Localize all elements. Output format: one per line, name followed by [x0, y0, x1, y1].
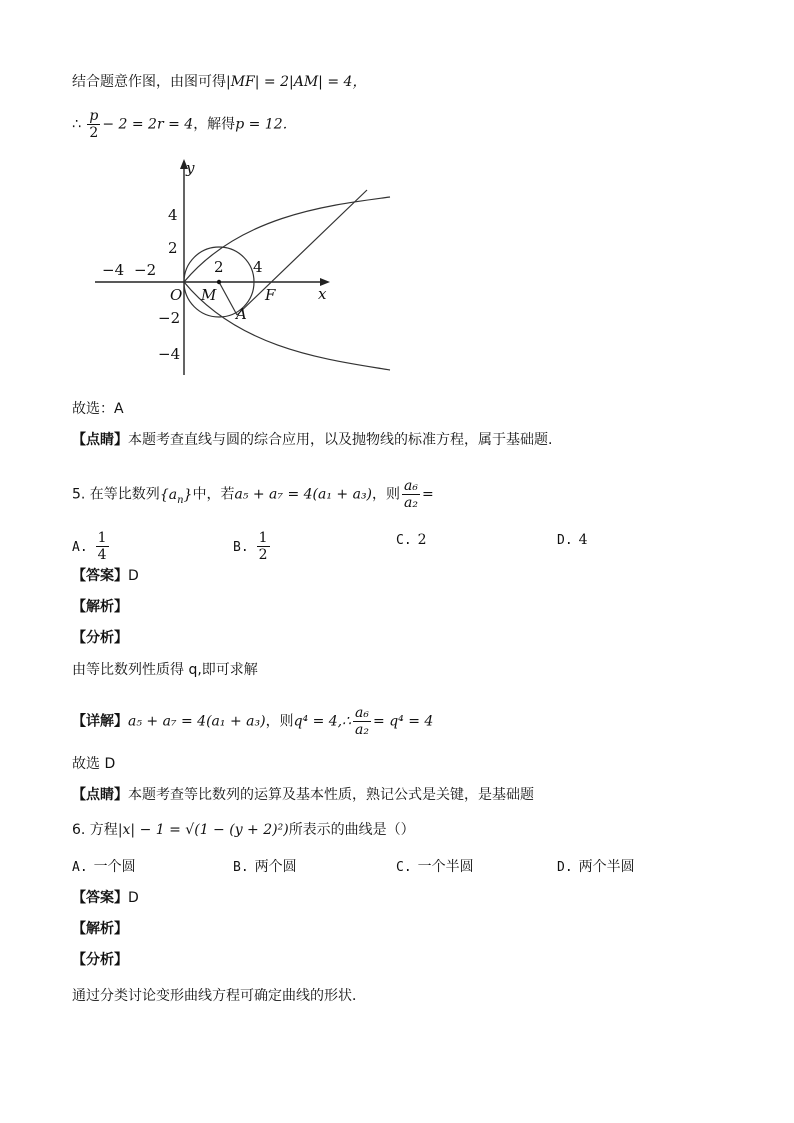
tick-y-neg4: −4	[158, 345, 181, 363]
intro-math-2: − 2 = 2r = 4	[102, 116, 194, 133]
q6-option-a[interactable]: A. 一个圆	[72, 859, 136, 875]
q5-fenxi-text: 由等比数列性质得 q,即可求解	[72, 662, 258, 678]
q5-then: ，则	[372, 486, 401, 503]
q5-choose-line: 故选 D	[72, 756, 116, 772]
q5-analysis-tag: 【解析】	[72, 599, 128, 615]
label-x: x	[318, 285, 327, 303]
parabola-circle-graph	[90, 155, 400, 380]
frac-den: 2	[89, 125, 99, 141]
q5-prefix: 5. 在等比数列	[72, 486, 160, 503]
parabola-curve	[184, 197, 390, 370]
intro-text-2: ，解得	[193, 116, 236, 133]
tick-y-4: 4	[168, 206, 178, 224]
q6-option-d[interactable]: D. 两个半圆	[557, 859, 635, 875]
tick-x-4: 4	[253, 258, 263, 276]
q5-mid: 中，若	[192, 486, 235, 503]
option-a-fraction: $\frac{1}{4}$	[97, 530, 107, 563]
intro-line-1	[72, 72, 366, 92]
intro-line-2	[72, 108, 297, 141]
label-y: y	[186, 159, 195, 177]
q6-answer: 【答案】D	[72, 890, 139, 906]
label-a: A	[236, 305, 247, 323]
q4-comment-line	[72, 430, 552, 450]
p-over-2-fraction	[87, 108, 100, 141]
tick-x-2: 2	[214, 258, 224, 276]
frac-num: p	[89, 108, 99, 124]
q6-fenxi-text: 通过分类讨论变形曲线方程可确定曲线的形状．	[72, 988, 366, 1004]
tick-y-2: 2	[168, 239, 178, 257]
tick-x-neg4: −4	[102, 261, 125, 279]
q5-eq: a₅ + a₇ = 4(a₁ + a₃)	[234, 486, 373, 503]
q5-fraction: $\frac{\text{a₆}}{\text{a₂}}$	[404, 478, 418, 511]
focal-line	[237, 190, 367, 315]
q5-fenxi-tag: 【分析】	[72, 630, 128, 646]
q6-analysis-tag: 【解析】	[72, 921, 128, 937]
detail-fraction: $\frac{\text{a₆}}{\text{a₂}}$	[355, 705, 370, 738]
comment-tag: 【点睛】	[72, 432, 128, 448]
q5-detail: 【详解】a₅ + a₇ = 4(a₁ + a₃)，则q⁴ = 4,∴ $\frac{\text{a₆}}{\text{a₂}}$ = q⁴ = 4	[72, 705, 434, 738]
tick-y-neg2: −2	[158, 309, 181, 327]
q5-option-c[interactable]: C. 2	[396, 532, 427, 548]
label-o: O	[170, 286, 183, 304]
tick-x-neg2: −2	[134, 261, 157, 279]
q6-stem: 6. 方程|x| − 1 = √(1 − (y + 2)²)所表示的曲线是（）	[72, 822, 415, 838]
q4-choose-line: 故选：A	[72, 401, 124, 417]
q6-option-c[interactable]: C. 一个半圆	[396, 859, 474, 875]
q5-stem	[72, 478, 434, 511]
point-m	[217, 280, 221, 284]
q5-set: $\{a_n\}$	[159, 486, 193, 506]
q6-option-b[interactable]: B. 两个圆	[233, 859, 297, 875]
therefore-symbol: ∴	[72, 116, 86, 133]
comment-text: 本题考查直线与圆的综合应用，以及抛物线的标准方程，属于基础题.	[128, 432, 553, 448]
intro-math-1: |MF| = 2|AM| = 4，	[226, 74, 367, 90]
q5-tail: =	[421, 486, 434, 503]
q5-comment-line: 【点睛】本题考查等比数列的运算及基本性质，熟记公式是关键，是基础题	[72, 787, 534, 803]
q5-answer: 【答案】D	[72, 568, 139, 584]
q5-option-b[interactable]: B. $\frac{1}{2}$	[233, 530, 268, 563]
q5-option-a[interactable]: A. $\frac{1}{4}$	[72, 530, 107, 563]
q6-fenxi-tag: 【分析】	[72, 952, 128, 968]
radius-ma	[219, 282, 237, 315]
option-b-fraction: $\frac{1}{2}$	[258, 530, 268, 563]
intro-result: p = 12．	[235, 116, 297, 133]
q5-option-d[interactable]: D. 4	[557, 532, 588, 548]
label-f: F	[265, 286, 276, 304]
intro-text-1: 结合题意作图，由图可得	[72, 74, 226, 90]
label-m: M	[201, 286, 217, 304]
